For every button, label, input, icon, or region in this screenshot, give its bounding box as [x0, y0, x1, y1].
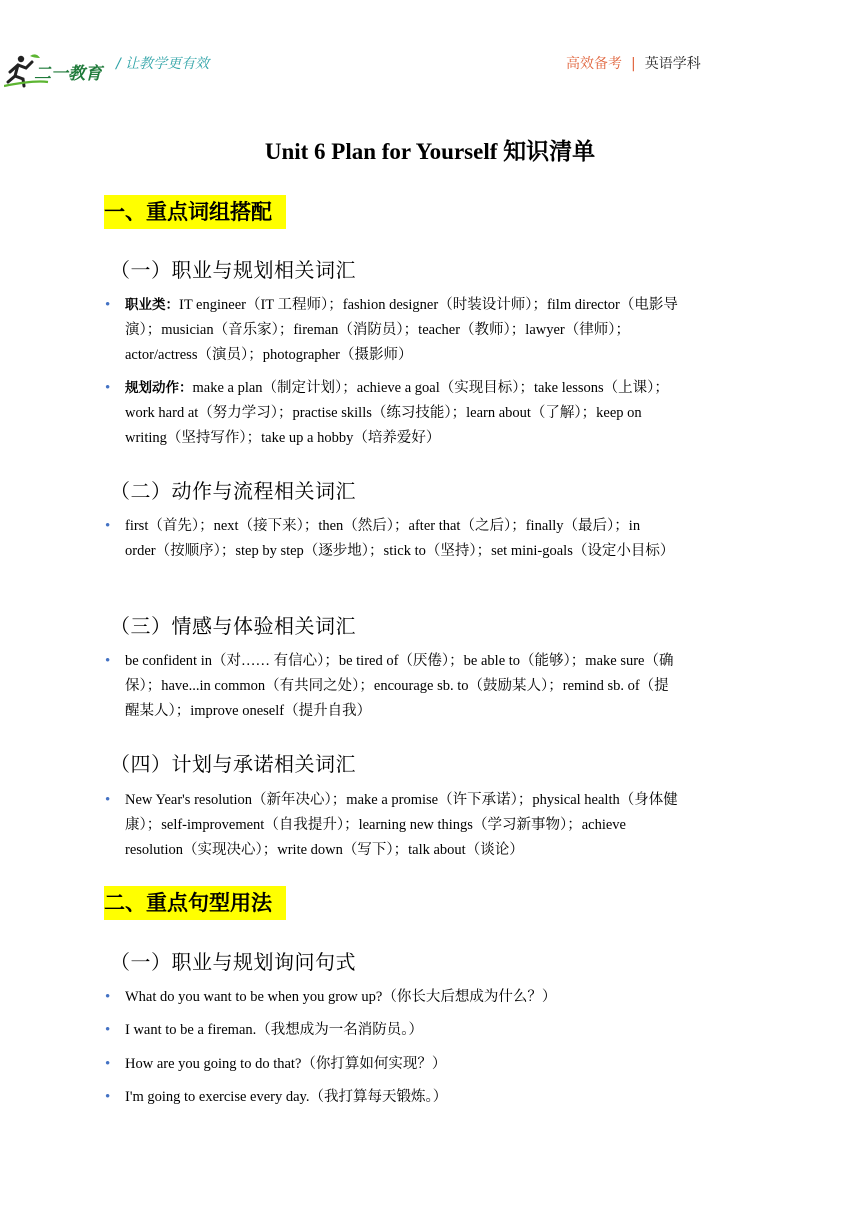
sentence-item: • I'm going to exercise every day.（我打算每天锻炼。）: [125, 1085, 755, 1110]
list-item: [125, 788, 755, 863]
text-line: • first（首先）；next（接下来）；then（然后）；after that（之后）；finally（最后）；in: [125, 518, 641, 534]
section-heading: 二、重点句型用法: [104, 886, 286, 920]
item-label: 规划动作：: [125, 380, 193, 396]
subsection-heading: （二）动作与流程相关词汇: [110, 479, 356, 503]
header-tags: [566, 53, 701, 73]
sentence-item: • What do you want to be when you grow up?（你长大后想成为什么？）: [125, 985, 755, 1010]
list-item: [125, 514, 755, 564]
text-line: writing（坚持写作）；take up a hobby（培养爱好）: [125, 430, 441, 446]
slogan: / 让教学更有效: [116, 56, 210, 72]
brand-logo: [4, 52, 108, 92]
text-line: • New Year's resolution（新年决心）；make a promise（许下承诺）；physical health（身体健: [125, 792, 678, 808]
text-line: • 职业类：IT engineer（IT 工程师）；fashion designer（时装设计师）；film director（电影导: [125, 297, 678, 313]
text-line: resolution（实现决心）；write down（写下）；talk about（谈论）: [125, 842, 524, 858]
item-label: 职业类：: [125, 297, 179, 313]
subject-tag: 英语学科: [644, 56, 701, 72]
exam-tag: 高效备考: [566, 56, 622, 72]
text-line: 康）；self-improvement（自我提升）；learning new things（学习新事物）；achieve: [125, 817, 626, 833]
subsection-heading: （一）职业与规划询问句式: [110, 950, 356, 974]
subsection-heading: （四）计划与承诺相关词汇: [110, 752, 356, 776]
page-title: Unit 6 Plan for Yourself 知识清单: [264, 139, 596, 164]
text-line: 演）；musician（音乐家）；fireman（消防员）；teacher（教师）；lawyer（律师）；: [125, 322, 630, 338]
text-line: order（按顺序）；step by step（逐步地）；stick to（坚持）；set mini-goals（设定小目标）: [125, 543, 675, 559]
subsection-heading: （一）职业与规划相关词汇: [110, 258, 356, 282]
list-item: [125, 376, 755, 451]
header-separator: |: [631, 56, 636, 72]
subsection-heading: （三）情感与体验相关词汇: [110, 614, 356, 638]
list-item: [125, 649, 755, 724]
text-line: actor/actress（演员）；photographer（摄影师）: [125, 347, 413, 363]
sentence-item: • How are you going to do that?（你打算如何实现？）: [125, 1052, 755, 1077]
brand-text: 二一教育: [34, 64, 102, 84]
text-line: 醒某人）；improve oneself（提升自我）: [125, 703, 372, 719]
section-heading: 一、重点词组搭配: [104, 195, 286, 229]
text-line: work hard at（努力学习）；practise skills（练习技能）；learn about（了解）；keep on: [125, 405, 642, 421]
text-line: 保）；have...in common（有共同之处）；encourage sb. to（鼓励某人）；remind sb. of（提: [125, 678, 669, 694]
text-line: • be confident in（对…… 有信心）；be tired of（厌倦）；be able to（能够）；make sure（确: [125, 653, 674, 669]
list-item: [125, 293, 755, 368]
page-header: [0, 0, 860, 100]
text-line: • 规划动作：make a plan（制定计划）；achieve a goal（实现目标）；take lessons（上课）；: [125, 380, 669, 396]
sentence-item: • I want to be a fireman.（我想成为一名消防员。）: [125, 1018, 755, 1043]
